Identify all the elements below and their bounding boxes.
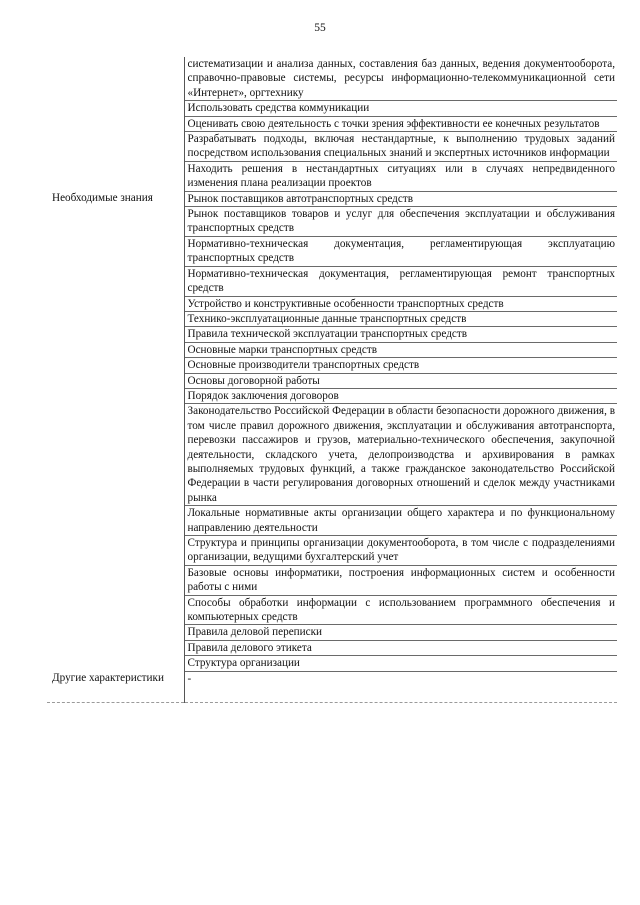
table-row — [47, 191, 617, 206]
skill-text: Находить решения в нестандартных ситуациях или в случаях непредвиденного изменения плана реализации проектов — [184, 161, 617, 191]
table-row — [47, 57, 617, 101]
knowledge-item: Способы обработки информации с использованием программного обеспечения и компьютерных средств — [184, 595, 617, 625]
knowledge-item: Основные производители транспортных средств — [184, 358, 617, 373]
knowledge-item: Локальные нормативные акты организации общего характера и по функциональному направлению деятельности — [184, 506, 617, 536]
skill-text: систематизации и анализа данных, составления баз данных, ведения документооборота, справочно-правовые системы, ресурсы информационно-телекоммуникационной сети «Интернет», оргтехнику — [184, 57, 617, 101]
knowledge-item: Нормативно-техническая документация, регламентирующая ремонт транспортных средств — [184, 266, 617, 296]
knowledge-item: Законодательство Российской Федерации в области безопасности дорожного движения, в том числе правил дорожного движения, эксплуатации и обслуживания автотранспорта, перевозки пассажиров и грузов, материально-технического обеспечения, закупочной деятельности, складского учета, делопроизводства и архивирования в рамках выполняемых трудовых функций, а также гражданское законодательство Российской Федерации в части регулирования договорных отношений и сделок между участниками рынка — [184, 404, 617, 506]
knowledge-label-text: Необходимые знания — [52, 192, 153, 205]
other-value: - — [184, 671, 617, 702]
knowledge-item: Нормативно-техническая документация, регламентирующая эксплуатацию транспортных средств — [184, 236, 617, 266]
competency-table — [47, 57, 617, 703]
knowledge-item: Базовые основы информатики, построения информационных систем и особенности работы с ними — [184, 565, 617, 595]
knowledge-item: Основы договорной работы — [184, 373, 617, 388]
knowledge-item: Основные марки транспортных средств — [184, 342, 617, 357]
skill-text: Разрабатывать подходы, включая нестандартные, к выполнению трудовых заданий посредством использования специальных знаний и экспертных источников информации — [184, 132, 617, 162]
knowledge-item: Устройство и конструктивные особенности транспортных средств — [184, 296, 617, 311]
knowledge-item: Технико-эксплуатационные данные транспортных средств — [184, 311, 617, 326]
knowledge-item: Рынок поставщиков товаров и услуг для обеспечения эксплуатации и обслуживания транспортных средств — [184, 207, 617, 237]
skills-label-cell — [47, 57, 184, 191]
page-number: 55 — [314, 22, 326, 34]
skill-text: Использовать средства коммуникации — [184, 101, 617, 116]
knowledge-item: Рынок поставщиков автотранспортных средств — [184, 191, 617, 206]
knowledge-item: Структура и принципы организации документооборота, в том числе с подразделениями организации, ведущими бухгалтерский учет — [184, 536, 617, 566]
knowledge-item: Структура организации — [184, 656, 617, 671]
knowledge-item: Порядок заключения договоров — [184, 388, 617, 403]
knowledge-label — [47, 191, 184, 671]
other-label: Другие характеристики — [47, 671, 184, 702]
knowledge-item: Правила технической эксплуатации транспортных средств — [184, 327, 617, 342]
skill-text: Оценивать свою деятельность с точки зрения эффективности ее конечных результатов — [184, 116, 617, 131]
knowledge-item: Правила делового этикета — [184, 640, 617, 655]
knowledge-item: Правила деловой переписки — [184, 625, 617, 640]
table-row — [47, 671, 617, 702]
